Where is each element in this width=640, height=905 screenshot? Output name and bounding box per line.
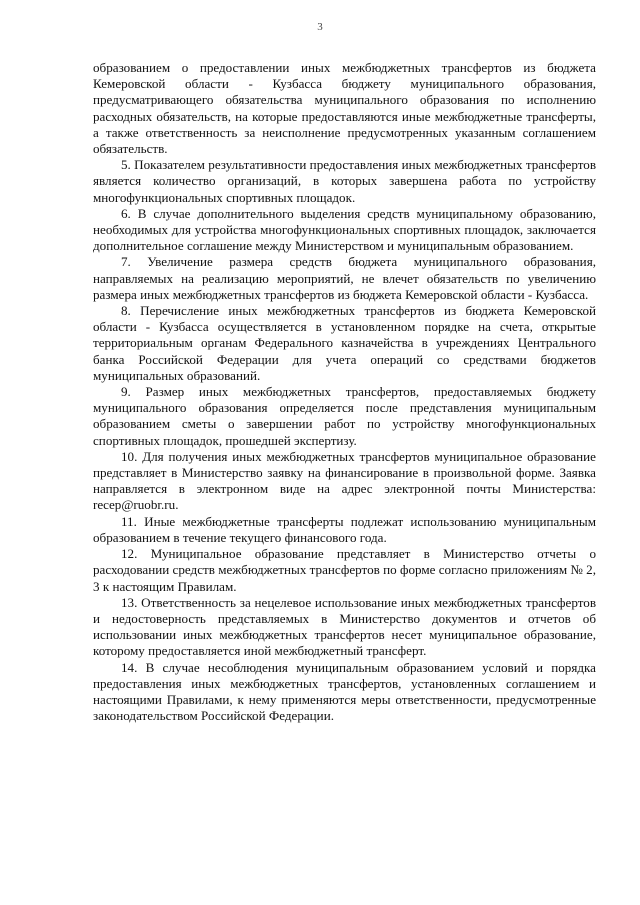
paragraph-continuation: образованием о предоставлении иных межбюджетных трансфертов из бюджета Кемеровской области - Кузбасса бюджету муниципального образования, предусматривающего обязательства муниципального образования по исполнению расходных обязательств, на которые предоставляются иные межбюджетные трансферты, а также ответственность за неисполнение предусмотренных указанным соглашением обязательств. <box>93 60 596 157</box>
paragraph-6: 6. В случае дополнительного выделения средств муниципальному образованию, необходимых для устройства многофункциональных спортивных площадок, заключается дополнительное соглашение между Министерством и муниципальным образованием. <box>93 205 596 254</box>
paragraph-5: 5. Показателем результативности предоставления иных межбюджетных трансфертов является количество организаций, в которых завершена работа по устройству многофункциональных спортивных площадок. <box>93 157 596 205</box>
paragraph-8: 8. Перечисление иных межбюджетных трансфертов из бюджета Кемеровской области - Кузбасса осуществляется в установленном порядке на счета, открытые территориальным органам Федерального казначейства в учреждениях Центрального банка Российской Федерации для учета операций со средствами бюджетов муниципальных образований. <box>93 303 596 383</box>
page-number: 3 <box>317 21 323 33</box>
paragraph-9: 9. Размер иных межбюджетных трансфертов, предоставляемых бюджету муниципального образования определяется после представления муниципальным образованием сметы о завершении работ по устройству многофункциональных спортивных площадок, прошедшей экспертизу. <box>93 384 596 448</box>
paragraph-14: 14. В случае несоблюдения муниципальным образованием условий и порядка предоставления иных межбюджетных трансфертов, установленных соглашением и настоящими Правилами, к нему применяются меры ответственности, предусмотренные законодательством Российской Федерации. <box>93 659 596 724</box>
paragraph-13: 13. Ответственность за нецелевое использование иных межбюджетных трансфертов и недостоверность представляемых в Министерство документов и отчетов об использовании иных межбюджетных трансфертов несет муниципальное образование, которому предоставляется иной межбюджетный трансферт. <box>93 594 596 659</box>
paragraph-7: 7. Увеличение размера средств бюджета муниципального образования, направляемых на реализацию мероприятий, не влечет обязательств по увеличению размера иных межбюджетных трансфертов из бюджета Кемеровской области - Кузбасса. <box>93 254 596 302</box>
document-body <box>93 60 596 724</box>
paragraph-12: 12. Муниципальное образование представляет в Министерство отчеты о расходовании средств межбюджетных трансфертов по форме согласно приложениям № 2, 3 к настоящим Правилам. <box>93 546 596 594</box>
paragraph-11: 11. Иные межбюджетные трансферты подлежат использованию муниципальным образованием в течение текущего финансового года. <box>93 513 596 545</box>
paragraph-10: 10. Для получения иных межбюджетных трансфертов муниципальное образование представляет в Министерство заявку на финансирование в произвольной форме. Заявка направляется в электронном виде на адрес электронной почты Министерства: recep@ruobr.ru. <box>93 448 596 513</box>
